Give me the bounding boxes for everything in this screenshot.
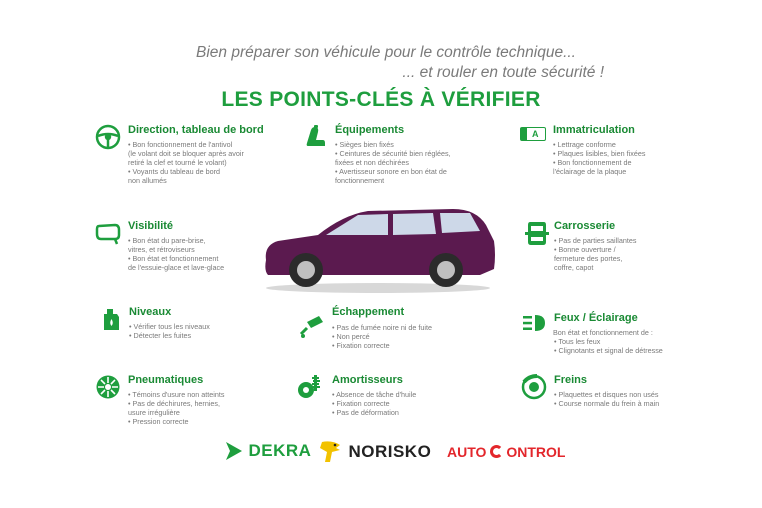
list-item: l'éclairage de la plaque (553, 167, 627, 176)
list-item: • Bon fonctionnement de (553, 158, 632, 167)
page-title: LES POINTS-CLÉS À VÉRIFIER (221, 88, 541, 111)
section-intro: Bon état et fonctionnement de : (553, 328, 653, 337)
section-title: Pneumatiques (128, 374, 204, 386)
list-item: usure irrégulière (128, 408, 180, 417)
tire-icon (95, 374, 121, 400)
list-item: (le volant doit se bloquer après avoir (128, 149, 244, 158)
dekra-wordmark: DEKRA (248, 441, 312, 460)
list-item: • Témoins d'usure non atteints (128, 390, 225, 399)
section-title: Visibilité (128, 220, 174, 232)
car-body-icon (524, 220, 550, 246)
license-plate-icon (520, 127, 546, 141)
list-item: • Pas de fumée noire ni de fuite (332, 323, 433, 332)
section-list (128, 140, 244, 185)
list-item: fermeture des portes, (554, 254, 623, 263)
list-item: non allumés (128, 176, 167, 185)
section-list (332, 323, 432, 350)
list-item: • Plaques lisibles, bien fixées (553, 149, 646, 158)
section-title: Carrosserie (554, 220, 616, 232)
list-item: • Plaquettes et disques non usés (554, 390, 659, 399)
intro-line-2: ... et rouler en toute sécurité ! (402, 64, 604, 81)
autocontrol-logo (447, 443, 565, 461)
dekra-logo (224, 440, 311, 462)
list-item: • Voyants du tableau de bord (128, 167, 221, 176)
list-item: • Sièges bien fixés (335, 140, 394, 149)
section-list (553, 140, 645, 176)
list-item: • Avertisseur sonore en bon état de (335, 167, 447, 176)
exhaust-pipe-icon (299, 312, 325, 338)
list-item: • Bonne ouverture / (554, 245, 616, 254)
section-title: Freins (554, 374, 588, 386)
shock-absorber-icon (297, 374, 323, 400)
list-item: • Clignotants et signal de détresse (554, 346, 663, 355)
section-title: Équipements (335, 124, 405, 136)
plate-letter: A (532, 129, 539, 139)
list-item: • Pas de parties saillantes (554, 236, 637, 245)
intro-line-1: Bien préparer son véhicule pour le contrôle technique... (196, 44, 576, 61)
list-item: • Pression correcte (128, 417, 189, 426)
headlight-icon (521, 310, 547, 336)
list-item: fixées et non déchirées (335, 158, 409, 167)
list-item: • Fixation correcte (332, 341, 390, 350)
list-item: vitres, et rétroviseurs (128, 245, 195, 254)
section-title: Niveaux (129, 306, 172, 318)
section-list (554, 236, 636, 272)
section-list (128, 236, 224, 272)
section-title: Immatriculation (553, 124, 635, 136)
section-list (554, 328, 663, 355)
list-item: • Bon état et fonctionnement (128, 254, 219, 263)
list-item: • Fixation correcte (332, 399, 390, 408)
list-item: • Lettrage conforme (553, 140, 616, 149)
car-illustration (258, 205, 498, 295)
section-title: Feux / Éclairage (554, 312, 638, 324)
list-item: • Non percé (332, 332, 370, 341)
norisko-logo (318, 440, 431, 464)
autocontrol-c-ring (490, 445, 503, 458)
list-item: coffre, capot (554, 263, 594, 272)
list-item: • Détecter les fuites (129, 331, 192, 340)
autocontrol-wordmark-start: AUTO (447, 443, 487, 460)
list-item: • Vérifier tous les niveaux (129, 322, 210, 331)
section-list (128, 390, 224, 426)
eagle-icon (318, 440, 344, 464)
oil-can-icon (99, 306, 125, 332)
section-title: Échappement (332, 306, 405, 318)
section-list (332, 390, 416, 417)
section-title: Direction, tableau de bord (128, 124, 264, 136)
list-item: de l'essuie-glace et lave-glace (128, 263, 225, 272)
dekra-arrow-icon (224, 440, 244, 462)
side-mirror-icon (95, 220, 121, 246)
section-list (129, 322, 210, 340)
list-item: • Absence de tâche d'huile (332, 390, 417, 399)
list-item: fonctionnement (335, 176, 385, 185)
list-item: • Bon état du pare-brise, (128, 236, 206, 245)
car-seat-icon (302, 124, 328, 150)
list-item: retiré la clef et tourné le volant) (128, 158, 227, 167)
list-item: • Ceintures de sécurité bien réglées, (335, 149, 451, 158)
section-title: Amortisseurs (332, 374, 403, 386)
list-item: • Tous les feux (554, 337, 601, 346)
brake-disc-icon (521, 374, 547, 400)
list-item: • Course normale du frein à main (554, 399, 660, 408)
list-item: • Bon fonctionnement de l'antivol (128, 140, 233, 149)
section-list (335, 140, 451, 185)
norisko-wordmark: NORISKO (348, 442, 432, 461)
list-item: • Pas de déchirures, hernies, (128, 399, 221, 408)
autocontrol-wordmark-end: ONTROL (506, 443, 566, 460)
steering-wheel-icon (95, 124, 121, 150)
section-list (554, 390, 659, 408)
list-item: • Pas de déformation (332, 408, 399, 417)
